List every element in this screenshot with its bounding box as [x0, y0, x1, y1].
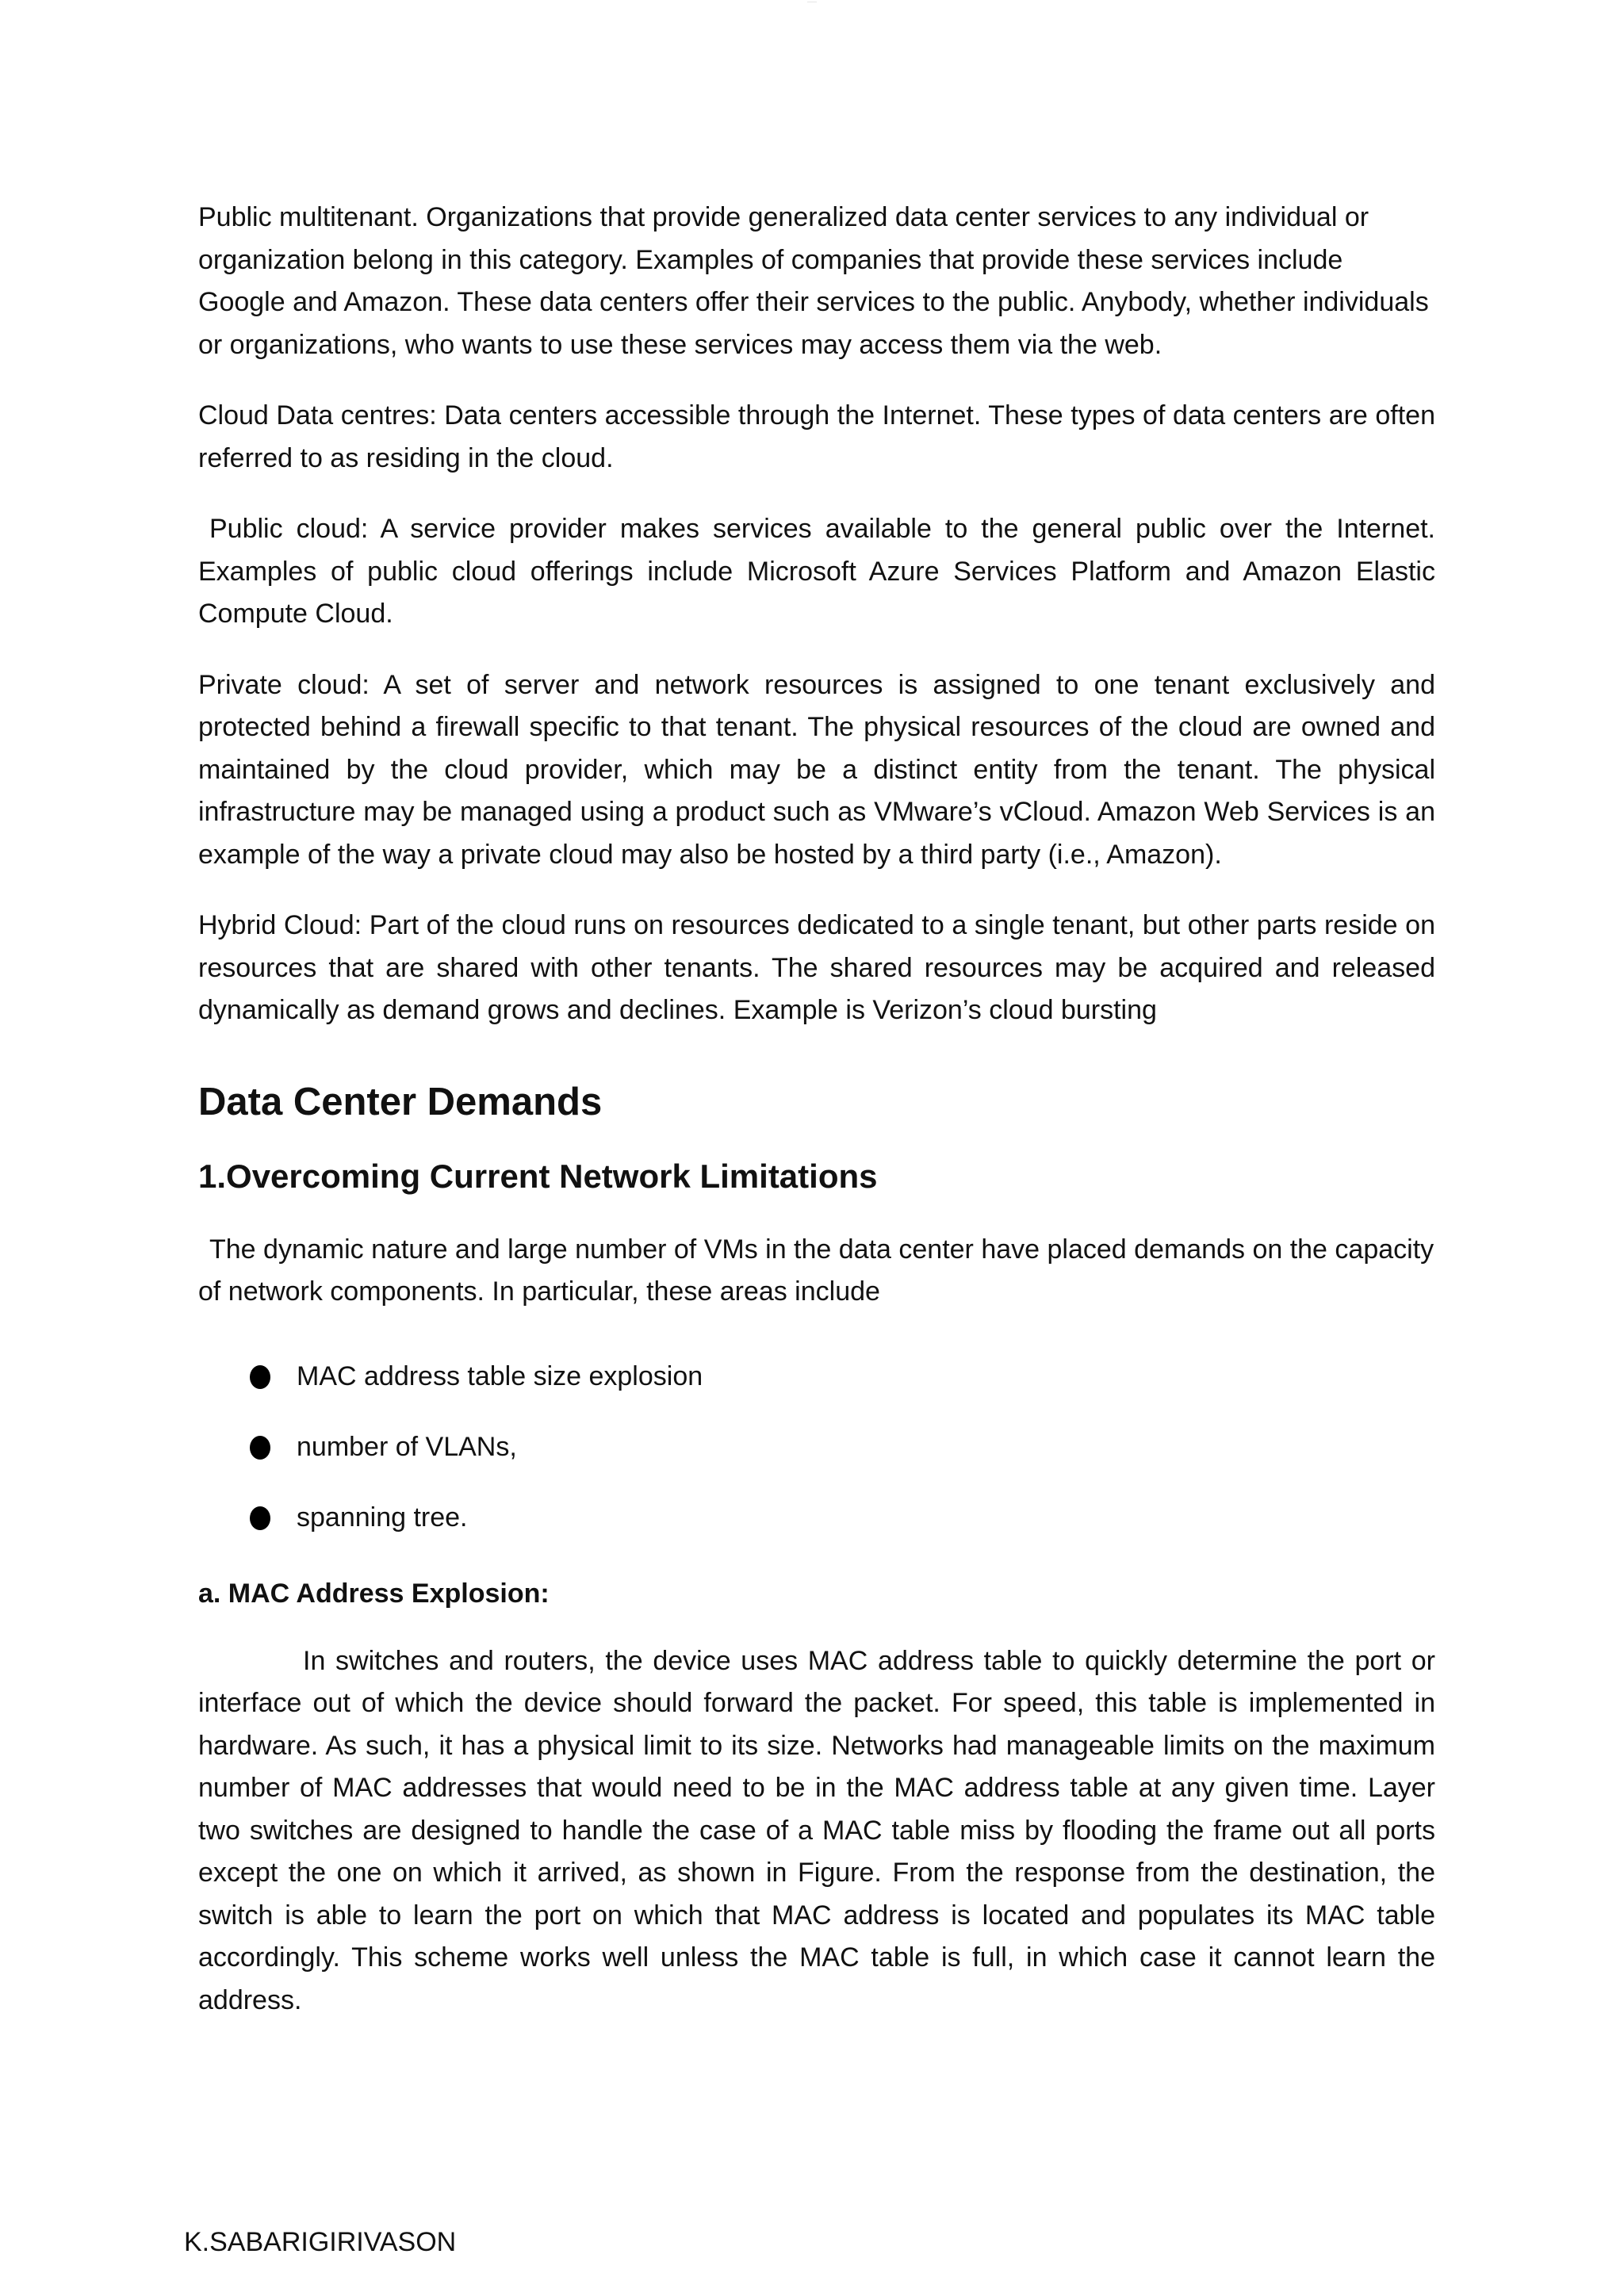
bullet-icon [250, 1436, 270, 1460]
header-mark: ——— [807, 0, 817, 3]
list-item [198, 1498, 1435, 1537]
paragraph-public-cloud: Public cloud: A service provider makes services available to the general public over the Internet. Examples of public cloud offerings include Microsoft Azure Services Platform and Amazon Elastic Compute Cloud. [198, 514, 1435, 629]
paragraph-hybrid-cloud: Hybrid Cloud: Part of the cloud runs on resources dedicated to a single tenant, but other parts reside on resources that are shared with other tenants. The shared resources may be acquired and released dynamically as demand grows and declines. Example is Verizon’s cloud bursting [198, 910, 1435, 1025]
list-item-text: MAC address table size explosion [297, 1360, 703, 1391]
bullet-icon [250, 1506, 270, 1530]
paragraph-public-multitenant: Public multitenant. Organizations that provide generalized data center services to any individual or organization belong in this category. Examples of companies that provide these services include Google and Amazon. These data centers offer their services to the public. Anybody, whether individuals or organizations, who wants to use these services may access them via the web. [198, 202, 1429, 360]
list-item [198, 1427, 1435, 1467]
minor-heading: a. MAC Address Explosion: [198, 1578, 550, 1609]
paragraph-mac-explosion: In switches and routers, the device uses MAC address table to quickly determine the port or interface out of which the device should forward the packet. For speed, this table is implemented in hardware. As such, it has a physical limit to its size. Networks had manageable limits on the maximum number of MAC addresses that would need to be in the MAC address table at any given time. Layer two switches are designed to handle the case of a MAC table miss by flooding the frame out all ports except the one on which it arrived, as shown in Figure. From the response from the destination, the switch is able to learn the port on which that MAC address is located and populates its MAC table accordingly. This scheme works well unless the MAC table is full, in which case it cannot learn the address. [198, 1645, 1435, 2015]
sub-heading: 1.Overcoming Current Network Limitations [198, 1157, 878, 1195]
paragraph-private-cloud: Private cloud: A set of server and network resources is assigned to one tenant exclusively and protected behind a firewall specific to that tenant. The physical resources of the cloud are owned and maintained by the cloud provider, which may be a distinct entity from the tenant. The physical infrastructure may be managed using a product such as VMware’s vCloud. Amazon Web Services is an example of the way a private cloud may also be hosted by a third party (i.e., Amazon). [198, 669, 1435, 870]
paragraph-intro: The dynamic nature and large number of VMs in the data center have placed demands on the capacity of network components. In particular, these areas include [198, 1234, 1434, 1307]
document-body [198, 197, 1435, 2050]
paragraph-cloud-data-centres: Cloud Data centres: Data centers accessible through the Internet. These types of data centers are often referred to as residing in the cloud. [198, 400, 1435, 473]
bullet-icon [250, 1365, 270, 1389]
section-heading: Data Center Demands [198, 1080, 603, 1123]
footer-author: K.SABARIGIRIVASON [184, 2227, 457, 2257]
bullet-list [198, 1357, 1435, 1537]
list-item [198, 1357, 1435, 1396]
list-item-text: number of VLANs, [297, 1431, 517, 1462]
list-item-text: spanning tree. [297, 1502, 468, 1533]
